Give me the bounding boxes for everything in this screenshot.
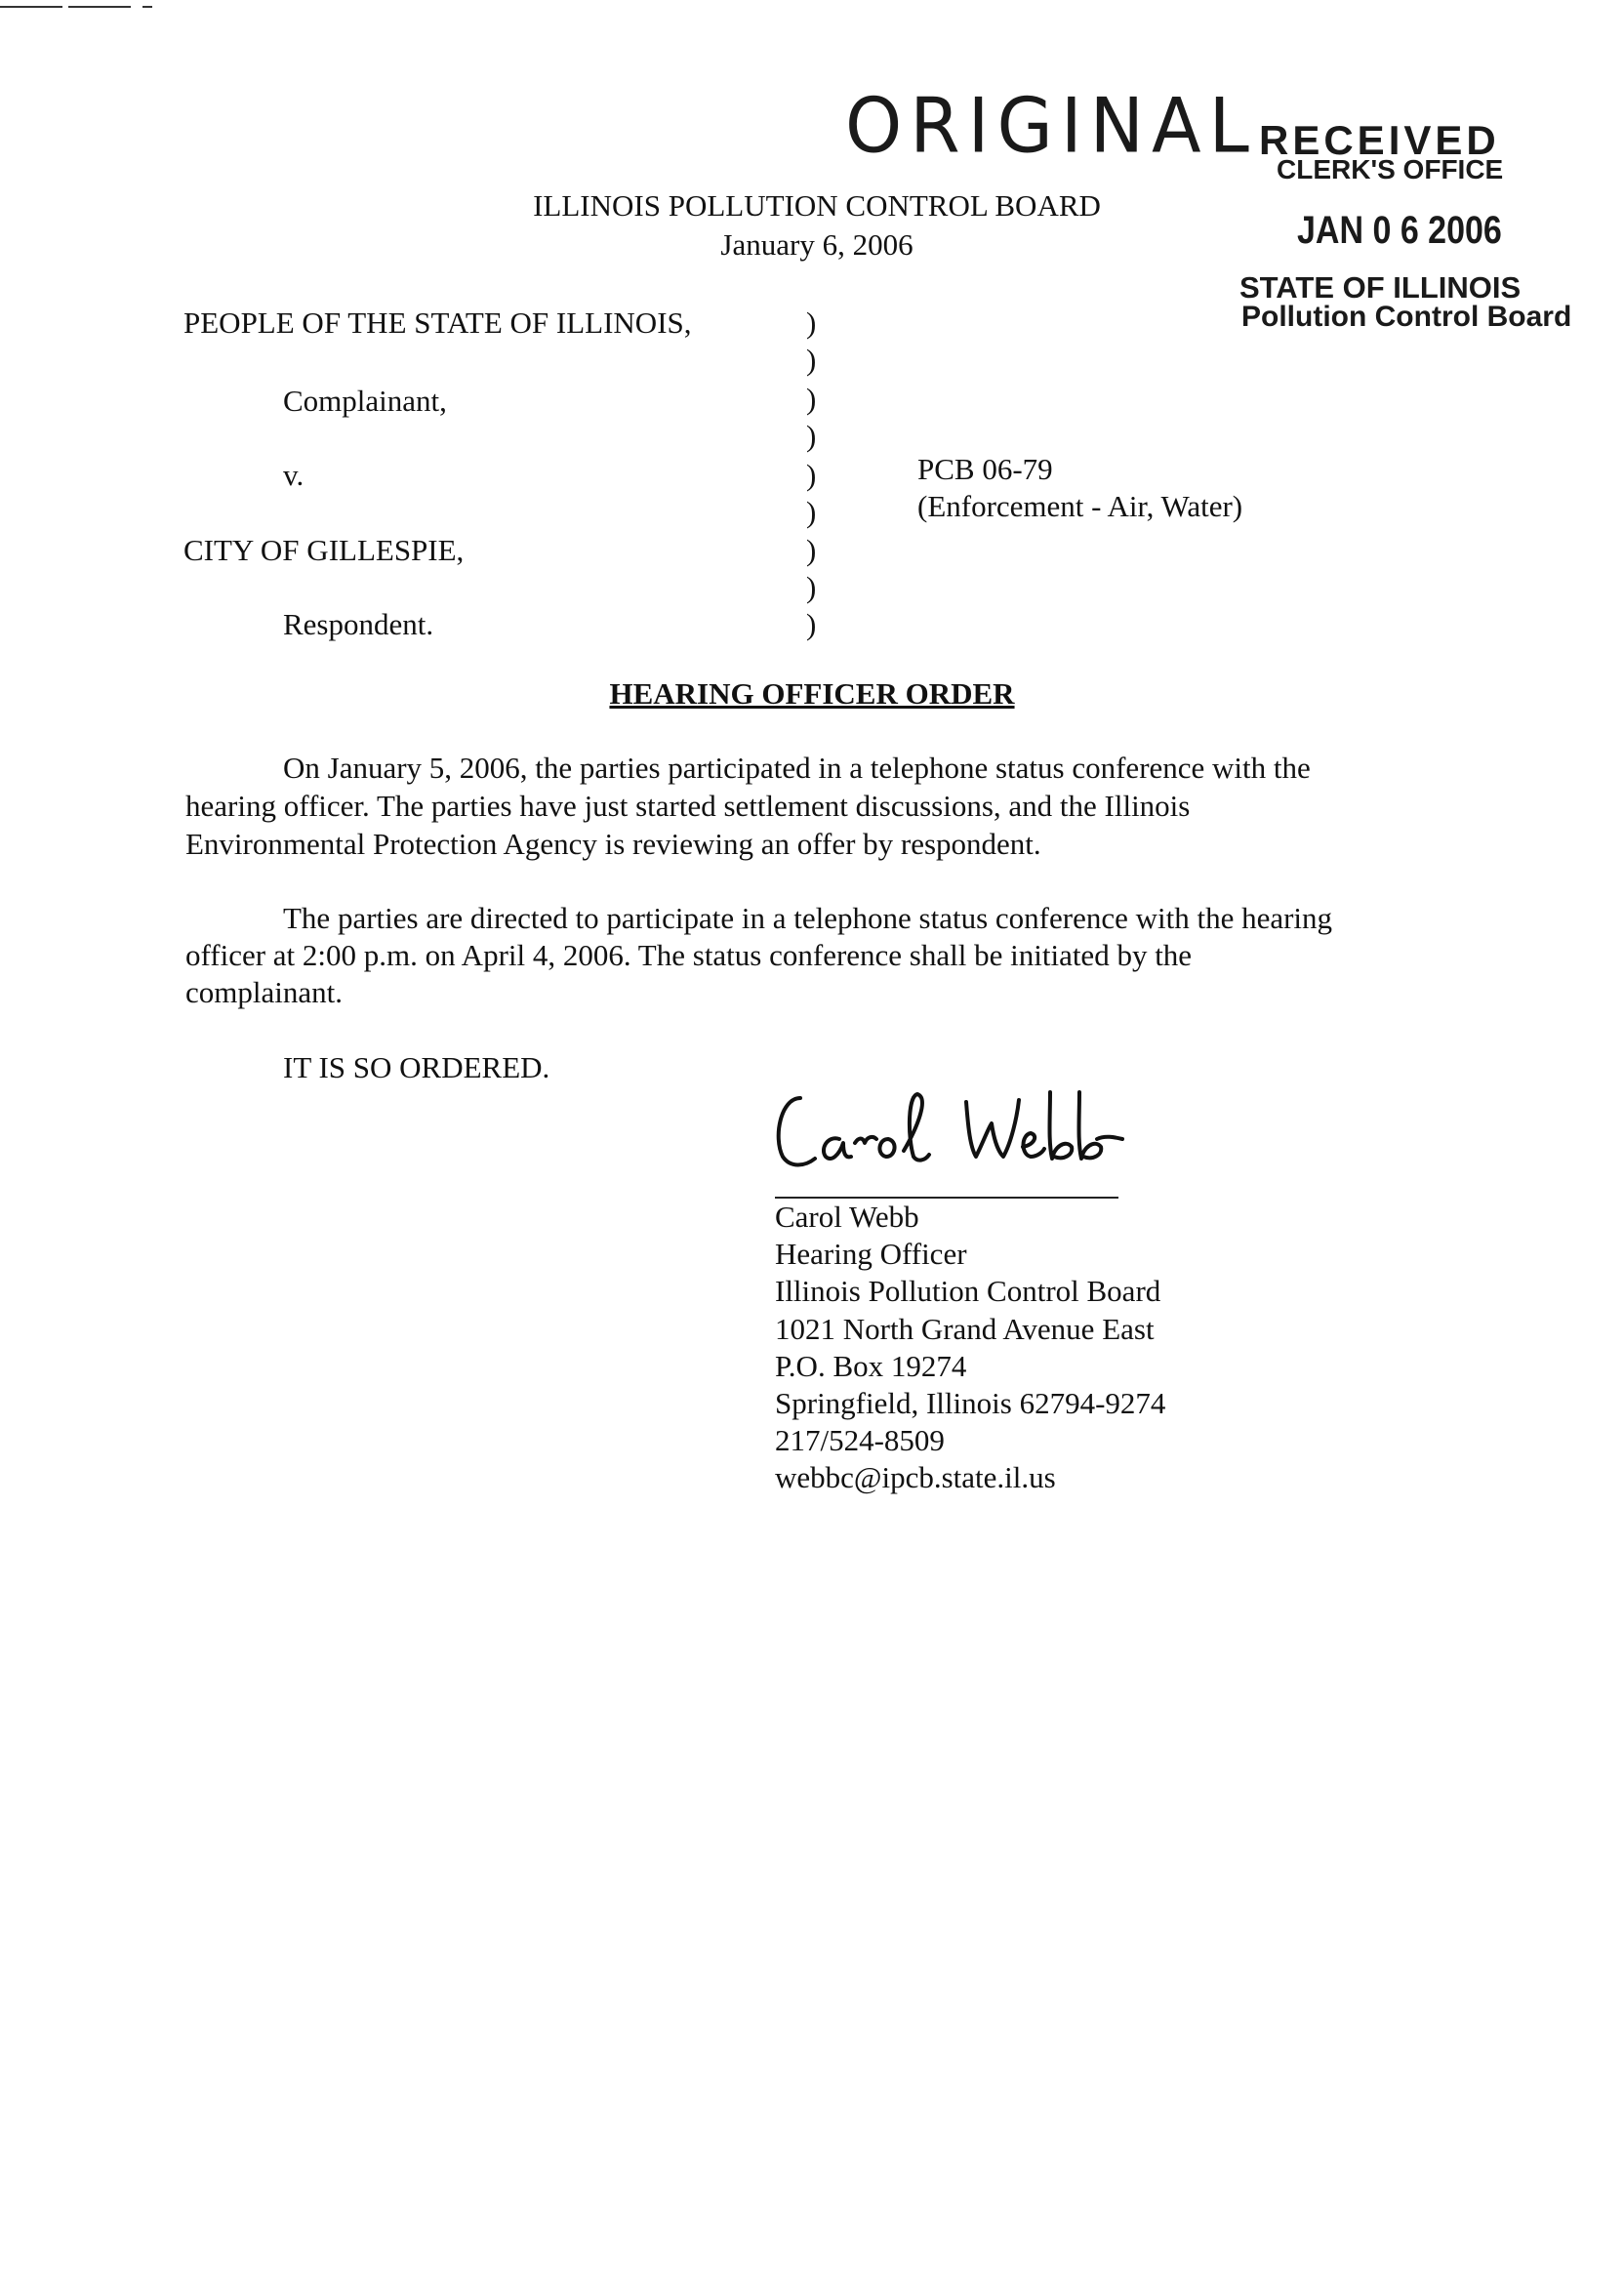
handwritten-signature	[761, 1079, 1171, 1186]
signer-street: 1021 North Grand Avenue East	[775, 1312, 1155, 1346]
signer-city: Springfield, Illinois 62794-9274	[775, 1386, 1166, 1420]
plaintiff-name: PEOPLE OF THE STATE OF ILLINOIS,	[183, 306, 692, 340]
order-title: HEARING OFFICER ORDER	[609, 676, 1015, 711]
signer-name: Carol Webb	[775, 1200, 919, 1234]
scan-artifact-line	[68, 6, 131, 8]
caption-paren: )	[806, 419, 817, 453]
received-stamp-state: STATE OF ILLINOIS	[1239, 270, 1522, 305]
plaintiff-role: Complainant,	[283, 384, 447, 418]
received-stamp-title: RECEIVED	[1259, 117, 1500, 163]
scan-artifact-line	[142, 6, 152, 8]
received-stamp-board: Pollution Control Board	[1241, 301, 1572, 333]
case-type: (Enforcement - Air, Water)	[917, 489, 1243, 523]
paragraph-line: The parties are directed to participate in a telephone status conference with the hearing	[283, 901, 1333, 935]
original-stamp: ORIGINAL	[845, 81, 1257, 171]
signer-organization: Illinois Pollution Control Board	[775, 1274, 1161, 1308]
defendant-role: Respondent.	[283, 607, 434, 641]
signer-phone: 217/524-8509	[775, 1423, 945, 1457]
caption-paren: )	[806, 607, 817, 641]
received-stamp-date: JAN 0 6 2006	[1297, 209, 1502, 252]
paragraph-line: Environmental Protection Agency is reviewing an offer by respondent.	[185, 827, 1041, 861]
paragraph-line: officer at 2:00 p.m. on April 4, 2006. The status conference shall be initiated by the	[185, 938, 1193, 972]
paragraph-line: hearing officer. The parties have just started settlement discussions, and the Illinois	[185, 789, 1191, 823]
caption-paren: )	[806, 533, 817, 567]
signer-email: webbc@ipcb.state.il.us	[775, 1460, 1056, 1494]
caption-paren: )	[806, 458, 817, 492]
paragraph-line: On January 5, 2006, the parties participated in a telephone status conference with the	[283, 751, 1311, 785]
received-stamp-office: CLERK'S OFFICE	[1277, 154, 1504, 184]
versus: v.	[283, 458, 304, 492]
agency-header: ILLINOIS POLLUTION CONTROL BOARD	[533, 188, 1101, 223]
defendant-name: CITY OF GILLESPIE,	[183, 533, 465, 567]
caption-paren: )	[806, 570, 817, 604]
caption-paren: )	[806, 306, 817, 340]
caption-paren: )	[806, 382, 817, 416]
caption-paren: )	[806, 343, 817, 377]
order-closing: IT IS SO ORDERED.	[283, 1050, 550, 1084]
caption-paren: )	[806, 495, 817, 529]
order-date: January 6, 2006	[720, 227, 914, 262]
signer-po-box: P.O. Box 19274	[775, 1349, 967, 1383]
case-number: PCB 06-79	[917, 452, 1053, 486]
signer-title: Hearing Officer	[775, 1237, 967, 1271]
scan-artifact-line	[0, 6, 62, 8]
paragraph-line: complainant.	[185, 975, 343, 1009]
